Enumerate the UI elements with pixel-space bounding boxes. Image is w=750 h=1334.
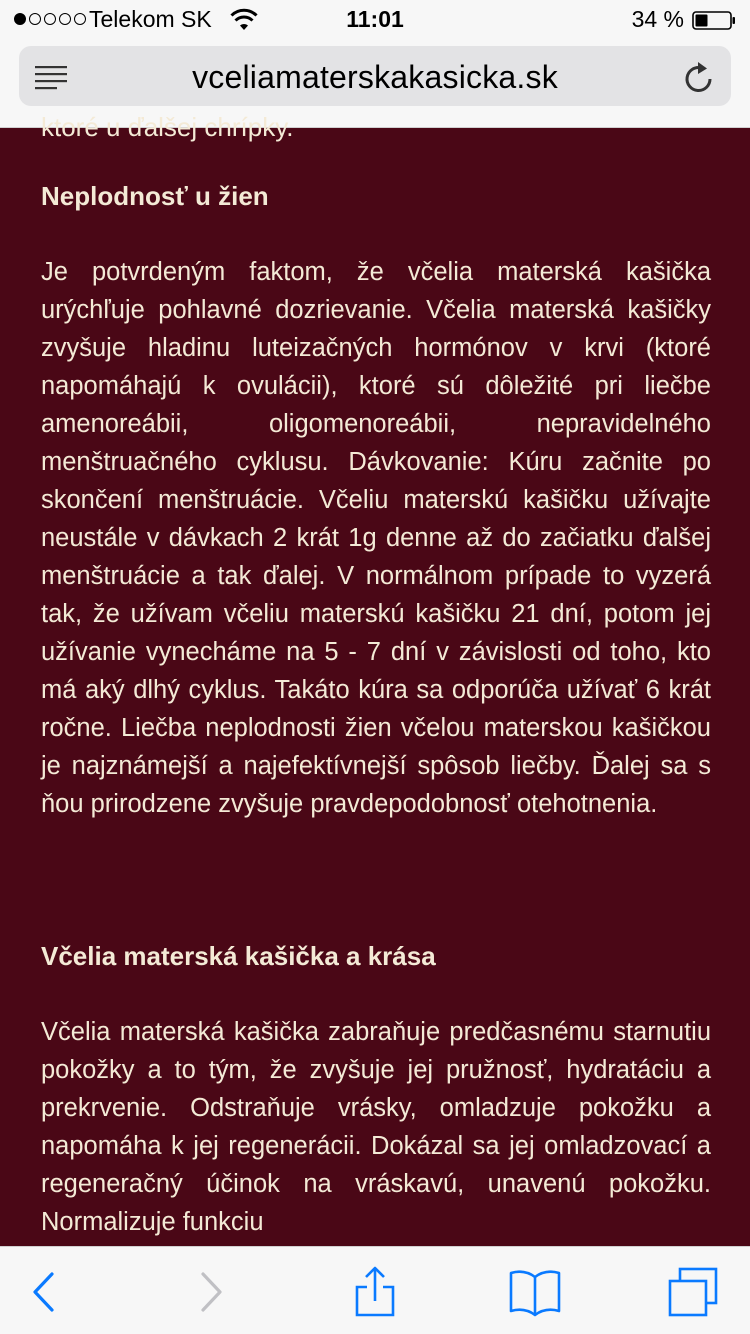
forward-button[interactable] [181,1265,241,1319]
section-paragraph-infertility: Je potvrdeným faktom, že včelia materská kašička urýchľuje pohlavné dozrievanie. Včelia materská kašičky zvyšuje hladinu luteizačných hormónov v krvi (ktoré napomáhajú k ovulácii), ktoré sú dôležité pri liečbe amenoreábii, oligomenoreábii, nepravidelného menštruačného cyklusu. Dávkovanie: Kúru začnite po skončení menštruácie. Včeliu materskú kašičku užívajte neustále v dávkach 2 krát 1g denne až do začiatku ďalšej menštruácie a tak ďalej. V normálnom prípade to vyzerá tak, že užívam včeliu materskú kašičku 21 dní, potom jej užívanie vynecháme na 5 - 7 dní v závislosti od toho, kto má aký dlhý cyklus. Takáto kúra sa odporúča užívať 6 krát ročne. Liečba neplodnosti žien včelou materskou kašičkou je najznámejší a najefektívnejší spôsob liečby. Ďalej sa s ňou prirodzene zvyšuje pravdepodobnosť otehotnenia. [41,258,711,818]
clipped-text-line: ktoré u ďalšej chrípky. [41,112,294,142]
bookmarks-button[interactable] [505,1265,565,1319]
chevron-right-icon [181,1265,241,1319]
battery-percentage: 34 % [631,6,684,32]
section-heading-beauty: Včelia materská kašička a krása [41,941,436,971]
tabs-button[interactable] [664,1265,724,1319]
section-heading-infertility: Neplodnosť u žien [41,181,269,211]
share-icon [345,1265,405,1319]
back-button[interactable] [14,1265,74,1319]
book-icon [505,1265,565,1319]
share-button[interactable] [345,1265,405,1319]
page-content [0,112,750,1246]
section-paragraph-beauty: Včelia materská kašička zabraňuje predčasnému starnutiu pokožky a to tým, že zvyšuje jej pružnosť, hydratáciu a prekrvenie. Odstraňuje vrásky, omladzuje pokožku a napomáha k jej regenerácii. Dokázal sa jej omladzovací a regeneračný účinok na vráskavú, unavenú pokožku. Normalizuje funkciu [41,1018,711,1236]
chevron-left-icon [14,1265,74,1319]
url-text[interactable]: vceliamaterskakasicka.sk [192,59,558,95]
browser-toolbar [0,1246,750,1334]
battery-icon [692,11,736,30]
status-bar [0,0,750,40]
tabs-icon [664,1265,724,1319]
reload-icon[interactable] [683,60,715,94]
carrier-name: Telekom SK [89,6,212,32]
address-bar[interactable] [19,46,731,106]
clock: 11:01 [346,6,404,32]
